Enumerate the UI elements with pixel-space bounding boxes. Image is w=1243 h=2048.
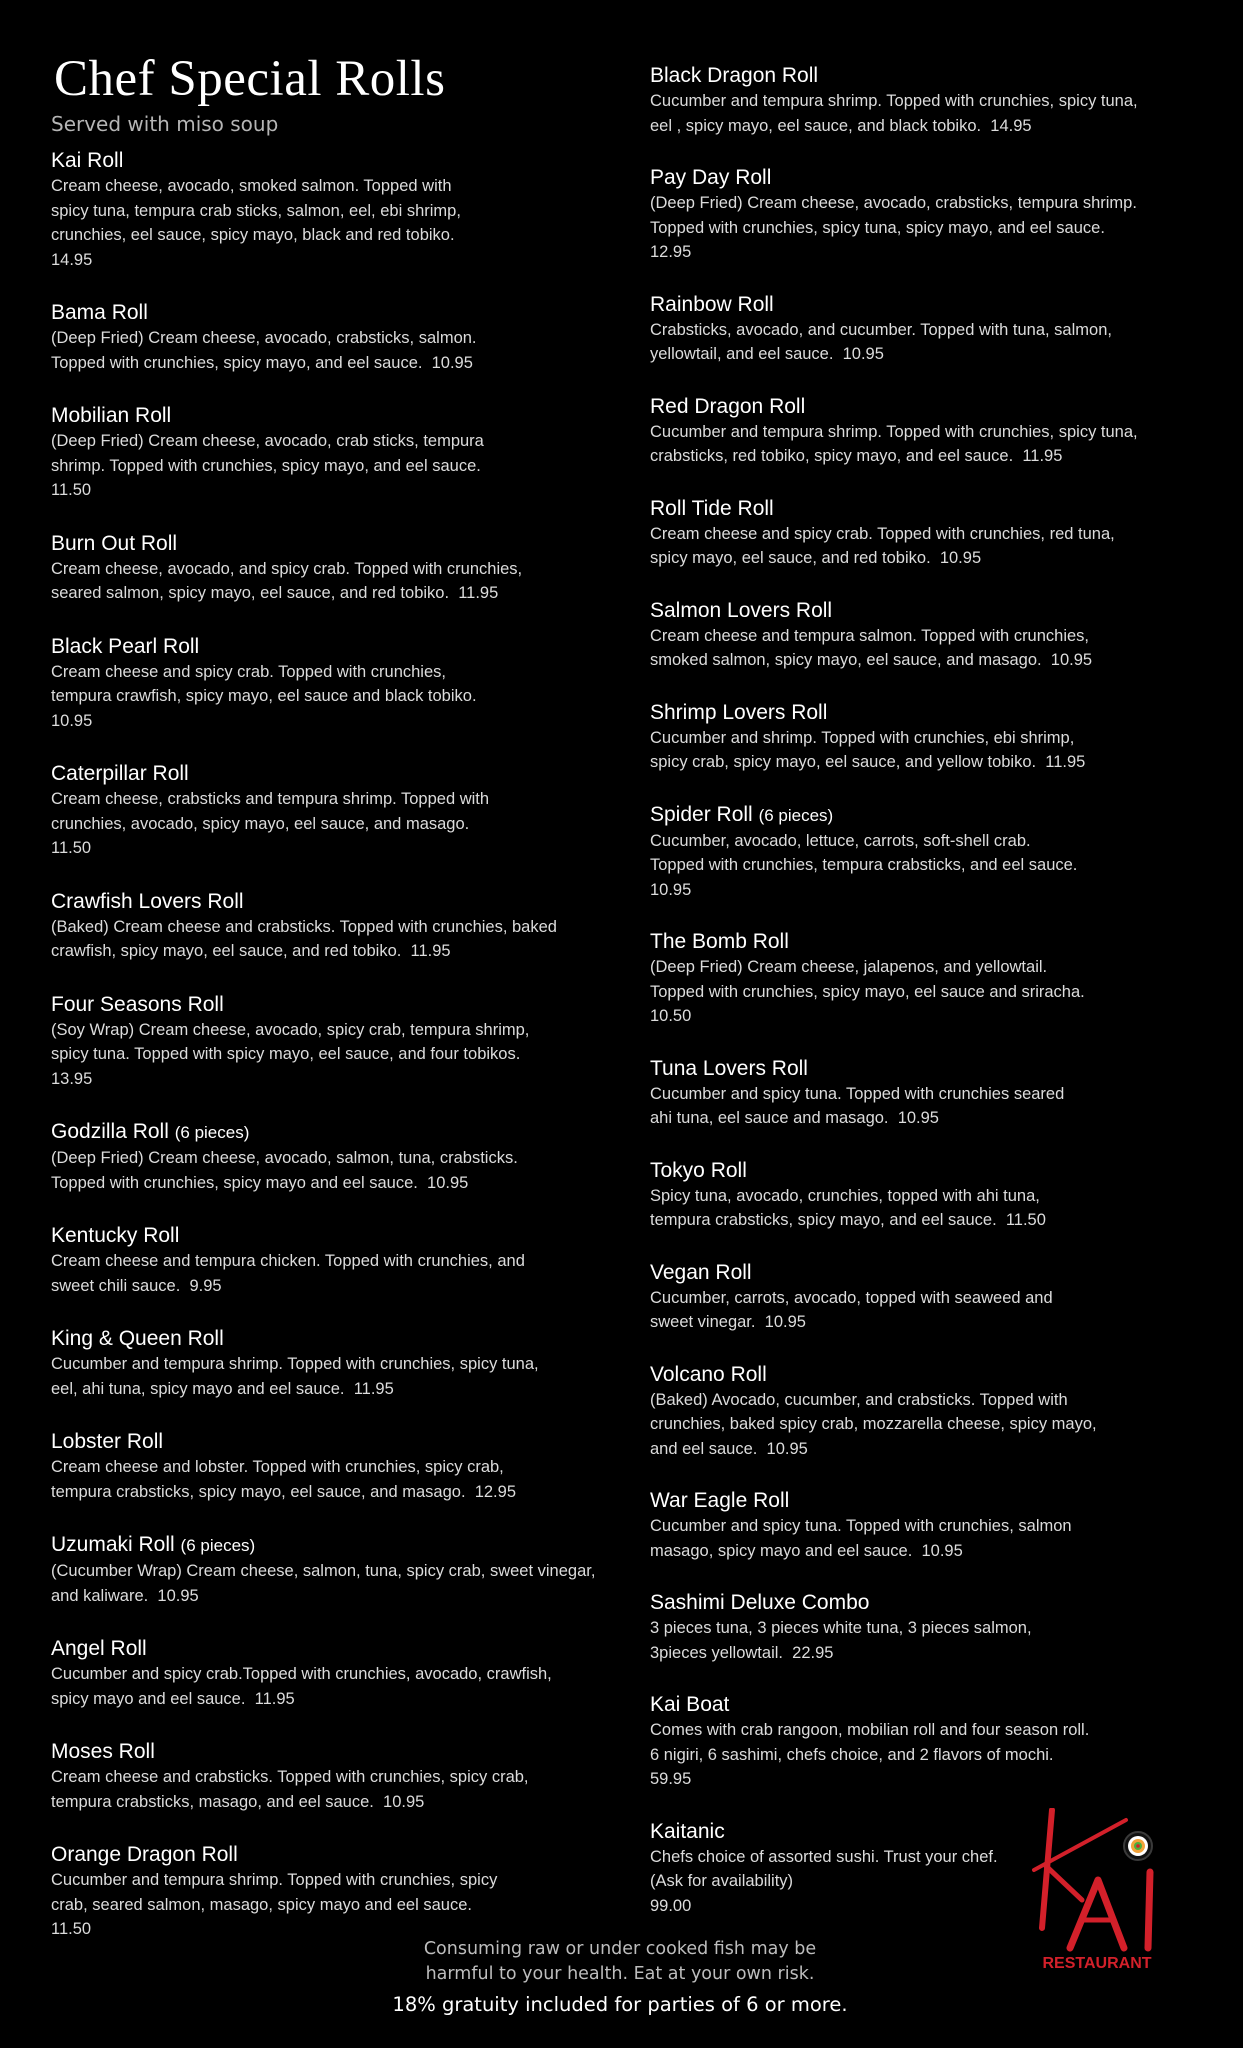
menu-item-price: 10.95: [383, 1792, 425, 1811]
menu-item: [650, 1055, 1210, 1131]
menu-item-title: Burn Out Roll: [51, 531, 178, 555]
menu-item-price: 10.95: [1050, 651, 1093, 669]
menu-item-name: [51, 1531, 611, 1559]
menu-item: [51, 991, 611, 1092]
menu-item-description: [51, 1662, 611, 1711]
menu-item-description-text: Cucumber and spicy crab.Topped with crunchies, avocado, crawfish, spicy mayo and eel sauce.: [51, 1665, 552, 1708]
menu-item-price: 10.95: [921, 1541, 963, 1560]
menu-item-name: [51, 402, 611, 429]
menu-item-description: [650, 1718, 1210, 1792]
menu-item: [650, 928, 1210, 1029]
menu-item-description-text: Cucumber and tempura shrimp. Topped with crunchies, spicy tuna, crabsticks, red tobiko, spicy mayo, and eel sauce.: [650, 422, 1138, 465]
menu-item-description: [650, 1616, 1210, 1665]
menu-item-description: [650, 191, 1210, 265]
menu-item-description: [650, 318, 1210, 367]
menu-item: [51, 1841, 611, 1942]
menu-item-price: 11.50: [51, 1920, 92, 1938]
menu-item-title: Salmon Lovers Roll: [650, 598, 833, 622]
menu-item-price: 11.95: [1045, 753, 1086, 771]
menu-item: [51, 1428, 611, 1504]
menu-item-name: [51, 760, 611, 787]
menu-item-description: [650, 1514, 1210, 1563]
menu-item-quantity: (6 pieces): [180, 1536, 256, 1555]
menu-item: [51, 1118, 611, 1195]
menu-item-description-text: Cream cheese and lobster. Topped with crunchies, spicy crab, tempura crabsticks, spicy mayo, eel sauce, and masago.: [51, 1458, 504, 1501]
menu-item-price: 11.50: [51, 481, 92, 499]
menu-item-title: Godzilla Roll: [51, 1120, 169, 1143]
menu-item-description: [650, 1286, 1210, 1335]
menu-item-description: [650, 1082, 1210, 1131]
menu-item-description-text: Cream cheese and tempura salmon. Topped with crunchies, smoked salmon, spicy mayo, eel sauce, and masago.: [650, 626, 1090, 669]
menu-item-title: Kai Roll: [51, 149, 124, 172]
menu-item-name: [650, 1487, 1210, 1514]
menu-item-description-text: (Cucumber Wrap) Cream cheese, salmon, tuna, spicy crab, sweet vinegar, and kaliware.: [51, 1562, 596, 1605]
menu-item-price: 59.95: [650, 1770, 692, 1788]
menu-item-description: [51, 1455, 611, 1504]
menu-column-right: [650, 62, 1210, 1918]
menu-item: [650, 291, 1210, 367]
menu-item-description-text: Cream cheese and spicy crab. Topped with crunchies, tempura crawfish, spicy mayo, eel sauce and black tobiko.: [51, 662, 477, 705]
menu-item-title: Tuna Lovers Roll: [650, 1056, 808, 1080]
menu-item: [51, 530, 611, 606]
menu-item-price: 9.95: [189, 1276, 222, 1295]
menu-item-description: [51, 557, 611, 606]
menu-item-title: Black Dragon Roll: [650, 64, 819, 87]
menu-item-price: 10.95: [766, 1439, 808, 1458]
menu-item-price: 11.95: [1022, 447, 1063, 465]
menu-item-name: [51, 530, 611, 557]
menu-item-price: 10.95: [764, 1313, 806, 1331]
menu-item-name: [51, 888, 611, 915]
menu-item-description: [650, 624, 1210, 673]
menu-item-title: Spider Roll: [650, 802, 753, 826]
menu-item-name: [650, 1259, 1210, 1286]
menu-item-description: [650, 420, 1210, 469]
menu-item: [51, 147, 611, 272]
menu-item-description-text: Cream cheese, avocado, and spicy crab. Topped with crunchies, seared salmon, spicy mayo, eel sauce, and red tobiko.: [51, 559, 523, 602]
menu-item-title: Bama Roll: [51, 301, 148, 324]
menu-item-price: 10.95: [939, 549, 982, 567]
menu-item-price: 11.50: [1005, 1211, 1046, 1229]
menu-item: [650, 1157, 1210, 1233]
menu-item: [51, 888, 611, 964]
menu-item-title: Pay Day Roll: [650, 166, 772, 189]
menu-item-title: Kai Boat: [650, 1693, 730, 1716]
menu-item-description: [650, 829, 1210, 903]
health-disclaimer: Consuming raw or under cooked fish may be harmful to your health. Eat at your own risk.: [423, 1939, 817, 1984]
menu-item-description: [51, 1765, 611, 1814]
menu-item: [51, 402, 611, 503]
menu-item-description-text: (Deep Fried) Cream cheese, avocado, crabsticks, tempura shrimp. Topped with crunchies, spicy tuna, spicy mayo, and eel sauce.: [650, 194, 1137, 237]
logo-restaurant-label: RESTAURANT: [1042, 1955, 1152, 1972]
menu-item-name: [51, 299, 611, 326]
menu-item-name: [650, 801, 1210, 829]
menu-item: [51, 1222, 611, 1298]
menu-item-price: 11.50: [51, 839, 92, 857]
menu-item-description: [51, 1352, 611, 1401]
menu-item-description: [650, 726, 1210, 775]
menu-item-description-text: (Baked) Avocado, cucumber, and crabsticks. Topped with crunchies, baked spicy crab, mozzarella cheese, spicy mayo, and eel sauce.: [650, 1390, 1097, 1458]
menu-item-title: Kaitanic: [650, 1819, 725, 1843]
menu-item-title: Angel Roll: [51, 1637, 147, 1660]
menu-item-description: [51, 174, 611, 272]
menu-item-description-text: Cucumber and spicy tuna. Topped with crunchies, salmon masago, spicy mayo and eel sauce.: [650, 1517, 1072, 1560]
menu-item-price: 10.95: [650, 880, 692, 899]
menu-item-title: Tokyo Roll: [650, 1158, 747, 1182]
menu-item-title: The Bomb Roll: [650, 930, 789, 953]
menu-item-price: 10.95: [51, 711, 93, 730]
menu-item-description: [51, 1146, 611, 1195]
menu-item-name: [51, 147, 611, 174]
menu-item-price: 11.95: [353, 1379, 394, 1398]
menu-item-title: Mobilian Roll: [51, 404, 172, 427]
menu-item-price: 22.95: [792, 1643, 834, 1662]
menu-item-description-text: (Baked) Cream cheese and crabsticks. Topped with crunchies, baked crawfish, spicy mayo, eel sauce, and red tobiko.: [51, 917, 557, 960]
menu-item-name: [51, 1428, 611, 1455]
menu-item-name: [650, 291, 1210, 318]
menu-item-name: [650, 1589, 1210, 1616]
menu-item-name: [51, 1222, 611, 1249]
menu-item-name: [51, 1118, 611, 1146]
menu-item-description-text: Cucumber, avocado, lettuce, carrots, soft-shell crab. Topped with crunchies, tempura crabsticks, and eel sauce.: [650, 831, 1078, 874]
menu-item-description-text: (Deep Fried) Cream cheese, avocado, crab sticks, tempura shrimp. Topped with crunchies, spicy mayo, and eel sauce.: [51, 432, 484, 475]
menu-item-description-text: Cream cheese and crabsticks. Topped with crunchies, spicy crab, tempura crabsticks, masago, and eel sauce.: [51, 1768, 529, 1811]
menu-item-description: [650, 955, 1210, 1029]
menu-item-title: Volcano Roll: [650, 1362, 767, 1386]
menu-item-description: [650, 1388, 1210, 1462]
menu-item-name: [51, 1841, 611, 1868]
menu-item: [650, 164, 1210, 265]
menu-item-price: 12.95: [474, 1482, 516, 1501]
menu-item: [51, 760, 611, 861]
menu-item-quantity: (6 pieces): [758, 805, 834, 825]
menu-item-description-text: 3 pieces tuna, 3 pieces white tuna, 3 pieces salmon, 3pieces yellowtail.: [650, 1619, 1032, 1662]
menu-item-title: Black Pearl Roll: [51, 634, 200, 658]
menu-item-name: [650, 1055, 1210, 1082]
menu-item-price: 11.95: [254, 1689, 295, 1708]
menu-item-name: [51, 633, 611, 660]
menu-item-title: Crawfish Lovers Roll: [51, 889, 244, 913]
page-title: Chef Special Rolls: [54, 51, 446, 107]
kai-logo: [1030, 1808, 1170, 1978]
menu-item-title: Moses Roll: [51, 1740, 155, 1763]
menu-item-description-text: (Deep Fried) Cream cheese, avocado, salmon, tuna, crabsticks. Topped with crunchies, spicy mayo and eel sauce.: [51, 1149, 518, 1192]
menu-item: [51, 1531, 611, 1608]
menu-item-description: [51, 1559, 611, 1608]
gratuity-notice: 18% gratuity included for parties of 6 or more.: [392, 1993, 848, 2016]
menu-item-description-text: Crabsticks, avocado, and cucumber. Topped with tuna, salmon, yellowtail, and eel sauce.: [650, 320, 1112, 363]
menu-item-name: [650, 393, 1210, 420]
menu-item: [650, 1361, 1210, 1462]
menu-item-name: [650, 164, 1210, 191]
menu-item-name: [650, 928, 1210, 955]
menu-item-name: [650, 1691, 1210, 1718]
menu-item-title: Lobster Roll: [51, 1430, 164, 1453]
menu-item-description: [51, 787, 611, 861]
menu-item: [51, 1635, 611, 1711]
menu-item-title: Kentucky Roll: [51, 1224, 180, 1247]
menu-item-price: 10.95: [897, 1109, 939, 1127]
menu-item-price: 11.95: [458, 584, 499, 602]
menu-item: [650, 1487, 1210, 1563]
menu-item-description: [650, 1184, 1210, 1233]
menu-item-description-text: (Soy Wrap) Cream cheese, avocado, spicy crab, tempura shrimp, spicy tuna. Topped with spicy mayo, eel sauce, and four tobikos.: [51, 1020, 530, 1063]
menu-item-title: Red Dragon Roll: [650, 394, 806, 418]
menu-item-price: 13.95: [51, 1069, 93, 1088]
menu-item-price: 11.95: [410, 942, 451, 960]
menu-item-price: 10.95: [431, 353, 473, 372]
menu-item-quantity: (6 pieces): [174, 1123, 250, 1142]
menu-item-title: Rainbow Roll: [650, 292, 774, 316]
menu-item-description-text: Chefs choice of assorted sushi. Trust your chef. (Ask for availability): [650, 1847, 998, 1890]
menu-item: [650, 393, 1210, 469]
menu-item: [51, 633, 611, 734]
menu-item-price: 14.95: [51, 250, 93, 269]
menu-item: [51, 299, 611, 375]
menu-item-title: Roll Tide Roll: [650, 496, 774, 520]
menu-item: [51, 1325, 611, 1401]
menu-item: [650, 1691, 1210, 1792]
menu-item-price: 10.50: [650, 1007, 692, 1025]
menu-item: [650, 495, 1210, 571]
menu-item-title: Sashimi Deluxe Combo: [650, 1591, 870, 1614]
menu-item-name: [51, 1635, 611, 1662]
menu-item-description-text: Comes with crab rangoon, mobilian roll and four season roll. 6 nigiri, 6 sashimi, chefs choice, and 2 flavors of mochi.: [650, 1721, 1090, 1764]
menu-item-title: Uzumaki Roll: [51, 1533, 175, 1556]
menu-item-title: War Eagle Roll: [650, 1489, 790, 1512]
menu-item-title: Orange Dragon Roll: [51, 1843, 238, 1866]
menu-item-description: [51, 326, 611, 375]
menu-item-description-text: (Deep Fried) Cream cheese, avocado, crabsticks, salmon. Topped with crunchies, spicy mayo, and eel sauce.: [51, 329, 477, 372]
menu-item-name: [51, 1738, 611, 1765]
menu-item: [51, 1738, 611, 1814]
menu-item-price: 10.95: [427, 1173, 469, 1192]
menu-item-description: [51, 1018, 611, 1092]
menu-item-description: [51, 660, 611, 734]
menu-item-description: [51, 429, 611, 503]
menu-column-left: [51, 147, 611, 1942]
menu-item-description-text: Cream cheese, crabsticks and tempura shrimp. Topped with crunchies, avocado, spicy mayo, eel sauce, and masago.: [51, 790, 490, 833]
menu-item: [650, 699, 1210, 775]
menu-item-description-text: Cream cheese and tempura chicken. Topped with crunchies, and sweet chili sauce.: [51, 1252, 525, 1295]
menu-item-price: 14.95: [990, 116, 1032, 135]
menu-item-description: [51, 1868, 611, 1942]
menu-item-description-text: Cream cheese and spicy crab. Topped with crunchies, red tuna, spicy mayo, eel sauce, and red tobiko.: [650, 524, 1115, 567]
menu-item-description-text: (Deep Fried) Cream cheese, jalapenos, and yellowtail. Topped with crunchies, spicy mayo, eel sauce and sriracha.: [650, 958, 1085, 1001]
menu-item-price: 12.95: [650, 243, 692, 261]
menu-item-title: Caterpillar Roll: [51, 762, 189, 785]
menu-item-name: [650, 1157, 1210, 1184]
menu-item-name: [650, 597, 1210, 624]
menu-item-description-text: Cream cheese, avocado, smoked salmon. Topped with spicy tuna, tempura crab sticks, salmon, eel, ebi shrimp, crunchies, eel sauce, spicy mayo, black and red tobiko.: [51, 177, 461, 244]
menu-item-description-text: Cucumber and spicy tuna. Topped with crunchies seared ahi tuna, eel sauce and masago.: [650, 1084, 1065, 1127]
menu-item-description: [51, 915, 611, 964]
sushi-roll-icon: [1124, 1832, 1152, 1860]
menu-item: [650, 597, 1210, 673]
menu-item-description-text: Cucumber and tempura shrimp. Topped with crunchies, spicy tuna, eel, ahi tuna, spicy mayo and eel sauce.: [51, 1355, 539, 1398]
menu-item-name: [51, 1325, 611, 1352]
menu-item-name: [51, 991, 611, 1018]
menu-item-price: 10.95: [842, 345, 884, 363]
page-subtitle: Served with miso soup: [51, 112, 279, 136]
menu-item-description: [650, 89, 1210, 138]
menu-item-title: Four Seasons Roll: [51, 992, 224, 1016]
menu-item-title: Vegan Roll: [650, 1260, 752, 1284]
menu-item-description-text: Cucumber and tempura shrimp. Topped with crunchies, spicy tuna, eel , spicy mayo, eel sauce, and black tobiko.: [650, 92, 1138, 135]
menu-item-price: 99.00: [650, 1896, 692, 1915]
menu-item-description-text: Cucumber and tempura shrimp. Topped with crunchies, spicy crab, seared salmon, masago, spicy mayo and eel sauce.: [51, 1871, 498, 1914]
menu-item-description-text: Spicy tuna, avocado, crunchies, topped with ahi tuna, tempura crabsticks, spicy mayo, and eel sauce.: [650, 1186, 1040, 1229]
menu-item-name: [650, 62, 1210, 89]
menu-item-description-text: Cucumber, carrots, avocado, topped with seaweed and sweet vinegar.: [650, 1288, 1053, 1331]
menu-item-description: [51, 1249, 611, 1298]
menu-item: [650, 1259, 1210, 1335]
menu-item: [650, 801, 1210, 903]
menu-item: [650, 1589, 1210, 1665]
menu-item-description-text: Cucumber and shrimp. Topped with crunchies, ebi shrimp, spicy crab, spicy mayo, eel sauce, and yellow tobiko.: [650, 728, 1075, 771]
menu-item-price: 10.95: [157, 1586, 199, 1605]
menu-item-description: [650, 522, 1210, 571]
menu-item-name: [650, 495, 1210, 522]
menu-item-name: [650, 699, 1210, 726]
menu-item-name: [650, 1361, 1210, 1388]
menu-item-title: King & Queen Roll: [51, 1327, 224, 1350]
menu-item-title: Shrimp Lovers Roll: [650, 700, 828, 724]
menu-item: [650, 62, 1210, 138]
